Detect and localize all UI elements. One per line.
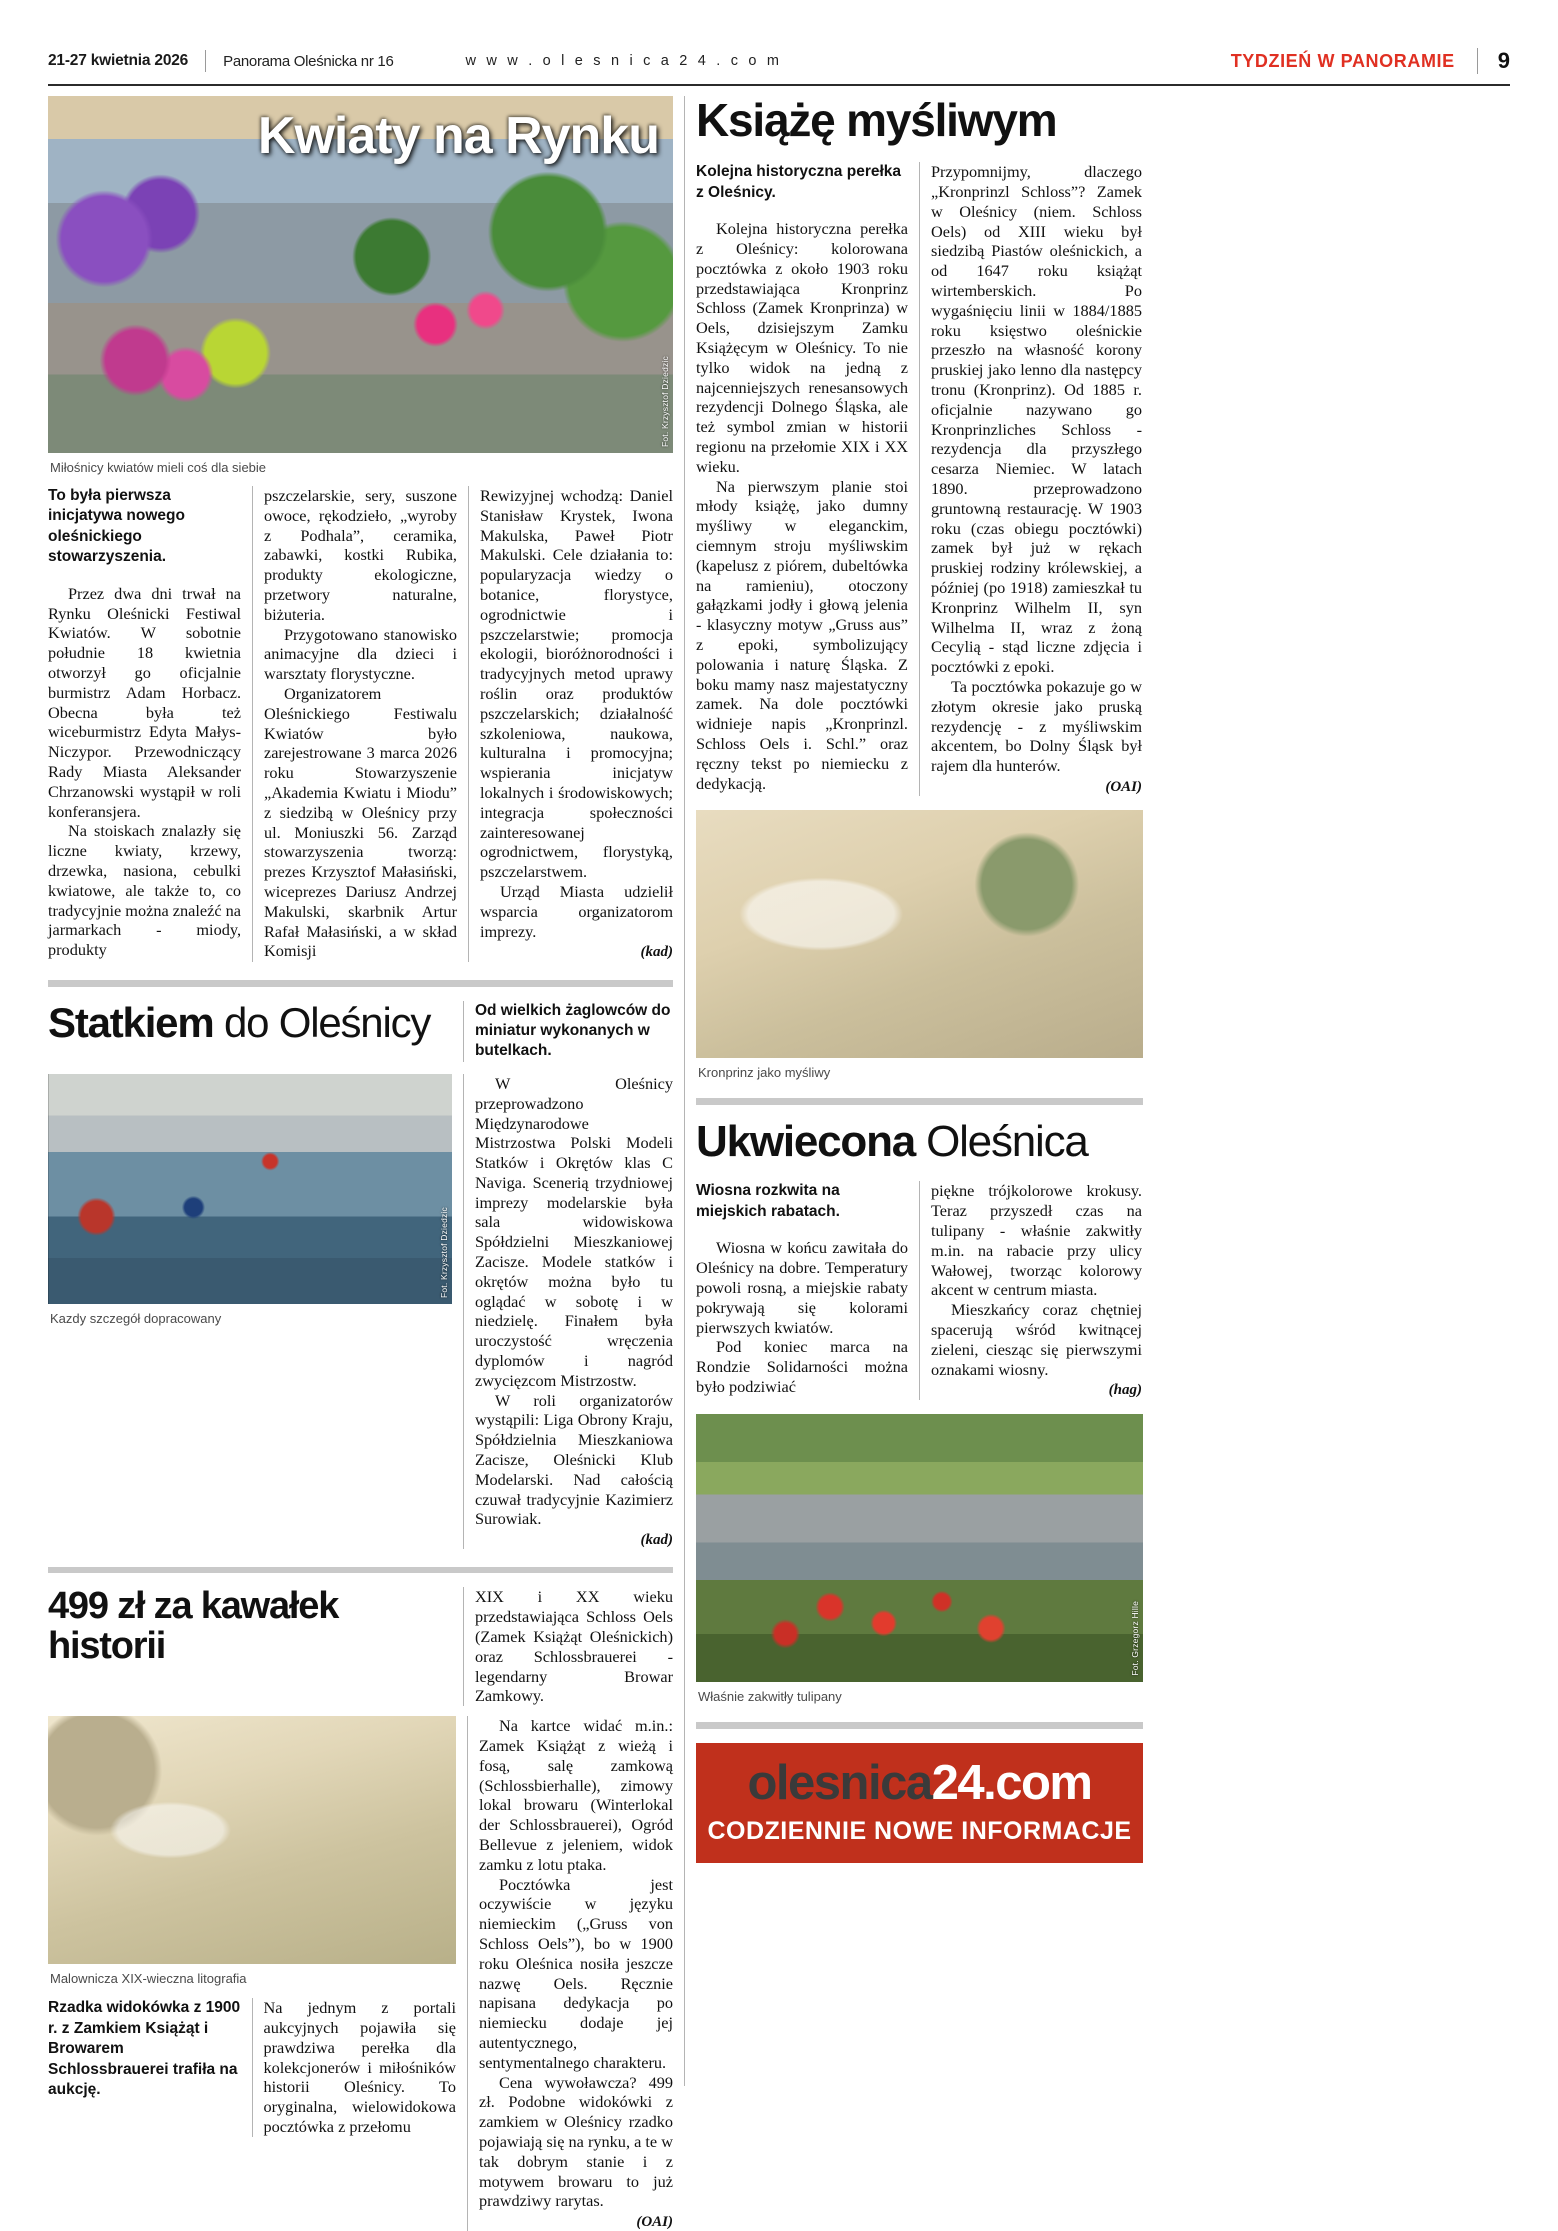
paragraph: Urząd Miasta udzielił wsparcia organizatorom imprezy.: [479, 881, 673, 941]
ships-signature: (kad): [640, 1532, 673, 1549]
section-label: TYDZIEŃ W PANORAMIE: [1230, 50, 1455, 71]
flowers-photo: [48, 96, 673, 453]
flowers-signature: (kad): [640, 944, 673, 961]
column-rule: [252, 1998, 253, 2137]
paragraph: Przez dwa dni trwał na Rynku Oleśnicki Festiwal Kwiatów. W sobotnie południe 18 kwietnia otworzył go oficjalnie burmistrz Adam Horbacz. Obecna była też wiceburmistrz Edyta Małys-Niczypor. Przewodniczący Rady Miasta Aleksander Chrzanowski wystąpił w roli konferansjera.: [48, 583, 242, 821]
header-rule: [48, 84, 1510, 86]
ships-title-bold: Statkiem: [48, 998, 214, 1046]
prince-postcard-photo: [696, 810, 1143, 1058]
flowery-text-row: [696, 1181, 1143, 1399]
column-rule: [919, 162, 920, 796]
price-body-row: [48, 1716, 673, 2231]
section-divider: [48, 980, 673, 987]
advertisement-banner[interactable]: [696, 1743, 1143, 1863]
prince-signature: (OAI): [1105, 779, 1142, 795]
price-title: 499 zł za kawałek historii: [48, 1585, 339, 1668]
price-litho-photo: [48, 1716, 456, 1964]
flowers-overlay-title: Kwiaty na Rynku: [257, 107, 659, 165]
flowery-col-2: [931, 1181, 1142, 1399]
article-flowery: [696, 1119, 1143, 1703]
website-url[interactable]: w w w . o l e s n i c a 2 4 . c o m: [465, 53, 783, 69]
content-grid: [48, 94, 1510, 2231]
prince-col-1: [696, 162, 908, 796]
ad-brand-number: 24: [931, 1756, 984, 1811]
paragraph: Przygotowano stanowisko animacyjne dla dzieci i warsztaty florystyczne.: [263, 624, 457, 684]
ships-photo-credit: Fot. Krzysztof Dziedzic: [438, 1206, 449, 1298]
ad-brand: [747, 1756, 1092, 1811]
price-photo-block: [48, 1716, 456, 2231]
article-price: [48, 1587, 673, 2231]
flowery-lead: Wiosna rozkwita na miejskich rabatach.: [696, 1182, 840, 1220]
tulips-photo-credit: Fot. Grzegorz Hille: [1130, 1600, 1140, 1676]
flowers-col-2: [264, 486, 457, 962]
masthead: [48, 44, 1510, 78]
article-ships: [48, 998, 673, 1550]
ad-tagline: CODZIENNIE NOWE INFORMACJE: [707, 1817, 1132, 1846]
ships-photo-block: [48, 1074, 452, 1550]
price-col-1: [263, 1998, 456, 2137]
tulips-photo: [696, 1414, 1143, 1682]
paragraph: W Oleśnicy przeprowadzono Międzynarodowe Mistrzostwa Polski Modeli Statków i Okrętów klas C Naviga. Scenerią trzydniowej imprezy modelarskie była sala widowiskowa Spółdzielni Mieszkaniowej Zacisze. Modele statków i okrętów można było tu oglądać w sobotę i w niedzielę. Finałem była uroczystość wręczenia dyplomów i nagród zwycięzcom Mistrzostw.: [474, 1073, 673, 1390]
ships-title-light: do Oleśnicy: [213, 998, 431, 1046]
ships-title: [48, 998, 452, 1046]
paragraph: Wiosna w końcu zawitała do Oleśnicy na dobre. Temperatury powoli rosną, a miejskie rabaty pokrywają się kolorami pierwszych kwiatów.: [696, 1238, 908, 1337]
flowery-col-1: [696, 1181, 908, 1399]
price-header-row: [48, 1587, 673, 1706]
price-lead: Rzadka widokówka z 1900 r. z Zamkiem Książąt i Browarem Schlossbrauerei trafiła na aukcję.: [48, 1999, 241, 2099]
ships-body-row: [48, 1074, 673, 1550]
column-rule: [463, 1074, 464, 1550]
price-lower-cols: [48, 1998, 456, 2137]
paragraph: Cena wywoławcza? 499 zł. Podobne widokówki z zamkiem w Oleśnicy rzadko pojawiają się na rynku, a te w tak dobrym stanie i z motywem browaru to już prawdziwy rarytas.: [478, 2072, 673, 2211]
flowers-caption: Miłośnicy kwiatów mieli coś dla siebie: [50, 460, 267, 475]
paragraph: Na stoiskach znalazły się liczne kwiaty, krzewy, drzewka, nasiona, cebulki kwiatowe, ale także to, co tradycyjnie można znaleźć na jarmarkach - miody, produkty: [48, 821, 242, 960]
prince-title: Książę myśliwym: [696, 94, 1057, 146]
article-prince: [696, 96, 1143, 1080]
ad-brand-tld: .com: [983, 1756, 1092, 1811]
price-col-2-top: [475, 1587, 673, 1706]
paragraph: XIX i XX wieku przedstawiająca Schloss Oels (Zamek Książąt Oleśnickich) oraz Schlossbrauerei - legendarny Browar Zamkowy.: [474, 1587, 673, 1706]
masthead-divider-2: [1477, 48, 1478, 74]
column-rule: [468, 486, 469, 962]
paragraph: Kolejna historyczna perełka z Oleśnicy: kolorowana pocztówka z około 1903 roku przedstawiająca Kronprinz Schloss (Zamek Kronprinza) w Oels, dzisiejszym Zamku Książęcym w Oleśnicy. To nie tylko widok na jedną z najcenniejszych renesansowych rezydencji Dolnego Śląska, ale też symbol zmian w historii regionu na przełomie XIX i XX wieku.: [696, 219, 908, 476]
price-caption: Malownicza XIX-wieczna litografia: [50, 1971, 247, 1987]
prince-lead: Kolejna historyczna perełka z Oleśnicy.: [696, 163, 902, 201]
flowers-col-1: [48, 486, 241, 962]
paragraph: pszczelarskie, sery, suszone owoce, rękodzieło, „wyroby z Podhala”, ceramika, zabawki, kostki Rubika, produkty ekologiczne, przetwory naturalne, biżuteria.: [263, 486, 457, 624]
paragraph: piękne trójkolorowe krokusy. Teraz przyszedł czas na tulipany - właśnie zakwitły m.in. na rabacie przy ulicy Wałowej, tworząc kolorowy akcent w centrum miasta.: [931, 1181, 1142, 1300]
column-rule: [467, 1716, 468, 2231]
left-column: [48, 96, 673, 2231]
ships-title-block: [48, 998, 452, 1062]
paragraph: Na jednym z portali aukcyjnych pojawiła się prawdziwa perełka dla kolekcjonerów i miłośników historii Oleśnicy. To oryginalna, wielowidokowa pocztówka z przełomu: [263, 1998, 456, 2137]
ships-header-row: [48, 998, 673, 1062]
ships-photo: [48, 1074, 452, 1304]
tulips-caption: Właśnie zakwitły tulipany: [698, 1688, 842, 1704]
ships-col-text: [475, 1074, 673, 1550]
prince-col-2: [931, 162, 1142, 796]
column-rule: [252, 486, 253, 962]
column-rule: [919, 1181, 920, 1399]
flowers-col1-text: [48, 584, 241, 960]
price-title-block: [48, 1587, 452, 1706]
main-column-rule: [684, 96, 685, 2086]
paragraph: Na kartce widać m.in.: Zamek Książąt z wieżą i fosą, salę zamkową (Schlossbierhalle), zimowy lokal browaru (Winterlokal der Schlossbrauerei), Ogród Bellevue z jeleniem, widok zamku z lotu ptaka.: [478, 1716, 673, 1874]
column-rule: [463, 1001, 464, 1062]
ships-lead-block: [475, 1001, 673, 1062]
section-divider: [48, 1567, 673, 1573]
column-rule: [463, 1587, 464, 1706]
flowery-col1-text: [696, 1238, 908, 1396]
paragraph: Organizatorem Oleśnickiego Festiwalu Kwiatów było zarejestrowane 3 marca 2026 roku Stowarzyszenie „Akademia Kwiatu i Miodu” z siedzibą w Oleśnicy przy ul. Moniuszki 56. Zarząd stowarzyszenia tworzą: prezes Krzysztof Małasiński, wiceprezes Dariusz Andrzej Makulski, skarbnik Artur Rafał Małasiński, a w skład Komisji: [263, 683, 457, 961]
paragraph: Rewizyjnej wchodzą: Daniel Stanisław Krystek, Iwona Makulska, Paweł Piotr Makulski. Cele działania to: popularyzacja wiedzy o botanice, florystyce, ogrodnictwie i pszczelarstwie; promocja ekologii, bioróżnorodności i tradycyjnych metod uprawy roślin oraz produktów pszczelarskich; działalność szkoleniowa, naukowa, kulturalna i promocyjna; wspierania inicjatyw lokalnych i środowiskowych; integracja społeczności zainteresowanej ogrodnictwem, florystyką, pszczelarstwem.: [479, 486, 673, 882]
flowery-title: [696, 1119, 1143, 1165]
masthead-divider: [205, 50, 206, 72]
ad-brand-name: olesnica: [747, 1756, 932, 1811]
flowery-title-light: Oleśnica: [915, 1117, 1088, 1167]
publication-title: Panorama Oleśnicka nr 16: [223, 52, 394, 70]
flowery-title-bold: Ukwiecona: [696, 1117, 916, 1167]
flowers-lead: To była pierwsza inicjatywa nowego oleśnickiego stowarzyszenia.: [48, 487, 185, 566]
section-divider: [696, 1722, 1143, 1729]
article-flowers: [48, 96, 673, 962]
issue-date: 21-27 kwietnia 2026: [48, 52, 189, 69]
price-lead-block: [48, 1998, 241, 2137]
right-column: [696, 96, 1143, 2086]
prince-col1-text: [696, 219, 908, 793]
prince-caption: Kronprinz jako myśliwy: [698, 1065, 831, 1081]
paragraph: Pocztówka jest oczywiście w języku niemieckim („Gruss von Schloss Oels”), bo w 1900 roku Oleśnica nosiła jeszcze nazwę Oels. Ręcznie napisana dedykacja po niemiecku dodaje jej autentycznego, sentymentalnego charakteru.: [478, 1874, 673, 2072]
flowers-photo-credit: Fot. Krzysztof Dziedzic: [660, 355, 670, 447]
flowery-signature: (hag): [1108, 1382, 1142, 1399]
prince-text-row: [696, 162, 1143, 796]
paragraph: Ta pocztówka pokazuje go w złotym okresie jako pruską rezydencję - z myśliwskim akcentem, bo Dolny Śląsk był rajem dla hunterów.: [931, 677, 1142, 776]
flowers-col-3: [480, 486, 673, 962]
section-divider: [696, 1098, 1143, 1105]
flowers-text-columns: [48, 486, 673, 962]
paragraph: Przypomnijmy, dlaczego „Kronprinzl Schloss”? Zamek w Oleśnicy (niem. Schloss Oels) od XIII wieku był siedzibą Piastów oleśnickich, a od 1647 roku książąt wirtemberskich. Po wygaśnięciu linii w 1884/1885 roku księstwo oleśnickie przeszło na własność korony pruskiej jako lenno dla następcy tronu (Kronprinz). Od 1885 r. oficjalnie nazywano go Kronprinzliches Schloss - rezydencja dla przyszłego cesarza Niemiec. W latach 1890. przeprowadzono gruntowną restaurację. W 1903 roku (czas obiegu pocztówki) zamek był już w rękach pruskiej rodziny królewskiej, a później (po 1918) zamieszkał tu Kronprinz Wilhelm II, syn Wilhelma II, wraz z żoną Cecylią - stąd liczne zdjęcia i pocztówki z epoki.: [931, 162, 1142, 677]
price-col-2: [479, 1716, 673, 2231]
ships-caption: Kazdy szczegół dopracowany: [50, 1310, 222, 1326]
price-signature: (OAI): [636, 2214, 673, 2231]
ships-lead: Od wielkich żaglowców do miniatur wykonanych w butelkach.: [474, 1001, 671, 1060]
page-number: 9: [1497, 48, 1510, 73]
paragraph: Na pierwszym planie stoi młody książę, jako dumny myśliwy w eleganckim, ciemnym stroju myśliwskim (kapelusz z piórem, dubeltówka na ramieniu), otoczony gałązkami jodły i głową jelenia - klasyczny motyw „Gruss aus” z epoki, symbolizujący polowania i naturę Śląska. Z boku mamy nasz majestatyczny zamek. Na dole pocztówki widnieje napis „Kronprinzl. Schloss Oels i. Schl.” oraz ręczny tekst po niemiecku z dedykacją.: [696, 476, 908, 793]
masthead-right: [1231, 48, 1510, 74]
paragraph: Pod koniec marca na Rondzie Solidarności można było podziwiać: [696, 1337, 908, 1396]
paragraph: Mieszkańcy coraz chętniej spacerują wśród kwitnącej zieleni, ciesząc się pierwszymi oznakami wiosny.: [931, 1300, 1142, 1379]
paragraph: W roli organizatorów wystąpili: Liga Obrony Kraju, Spółdzielnia Mieszkaniowa Zacisze, Oleśnicki Klub Modelarski. Nad całością czuwał tradycyjnie Kazimierz Surowiak.: [474, 1390, 673, 1529]
